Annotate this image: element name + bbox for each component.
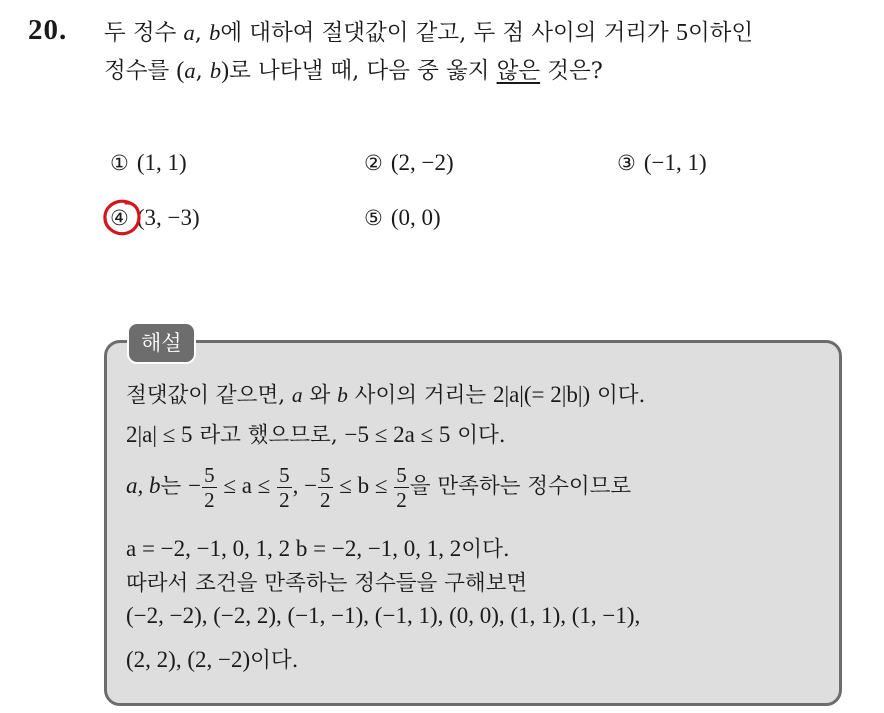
fraction-numerator: 5 <box>396 462 407 487</box>
fraction-denominator: 2 <box>320 487 331 512</box>
solution-line-6 <box>126 603 640 629</box>
choice-value: (0, 0) <box>390 205 441 230</box>
fraction-numerator: 5 <box>320 462 331 487</box>
underlined-word: 않은 <box>496 58 541 84</box>
stem-text: 로 나타낼 때, 다음 중 옳지 <box>229 58 497 84</box>
var-ab: a, b <box>126 473 161 498</box>
stem-text: 정수를 <box>104 58 177 84</box>
fraction-denominator: 2 <box>204 487 215 512</box>
solution-text: 절댓값이 같으면, <box>126 383 292 408</box>
choice-4[interactable] <box>110 205 200 231</box>
solution-text: 을 만족하는 정수이므로 <box>409 474 632 499</box>
stem-text: 두 정수 <box>104 20 184 46</box>
fraction <box>277 463 292 512</box>
math-expression: (−2, −2), (−2, 2), (−1, −1), (−1, 1), (0, 0), (1, 1), (1, −1), <box>126 603 641 628</box>
choice-marker: ① <box>110 151 129 175</box>
comma: , <box>195 58 210 84</box>
math-expression: ≤ a ≤ <box>217 473 277 498</box>
minus-sign: − <box>188 473 202 498</box>
choice-2[interactable] <box>364 150 454 176</box>
stem-line-1 <box>104 14 874 52</box>
number-five: 5 <box>675 20 688 46</box>
paren: ( <box>176 58 185 84</box>
solution-line-7 <box>126 643 298 674</box>
solution-text: 는 <box>160 474 189 499</box>
choice-5[interactable] <box>364 205 441 231</box>
fraction-denominator: 2 <box>279 487 290 512</box>
var-b: b <box>209 20 221 45</box>
solution-text: 이다. <box>250 648 299 673</box>
solution-text: 이다. <box>461 537 510 562</box>
math-expression: (2, 2), (2, −2) <box>126 647 251 672</box>
choice-value: (3, −3) <box>136 205 200 230</box>
choice-value: (2, −2) <box>390 150 454 175</box>
choice-marker: ② <box>364 151 383 175</box>
choice-value: (1, 1) <box>136 150 187 175</box>
solution-line-4 <box>126 532 510 563</box>
math-expression: ≤ b ≤ <box>333 473 394 498</box>
stem-text: 에 대하여 절댓값이 같고, 두 점 사이의 거리가 <box>220 20 676 46</box>
question-stem <box>104 14 874 90</box>
solution-line-2 <box>126 418 506 449</box>
solution-tab-label: 해설 <box>127 322 196 364</box>
solution-text: 이다. <box>590 383 646 408</box>
fraction-denominator: 2 <box>396 487 407 512</box>
fraction <box>318 463 333 512</box>
solution-text: 사이의 거리는 <box>347 383 493 408</box>
solution-text: 와 <box>302 383 338 408</box>
math-expression: −5 ≤ 2a ≤ 5 <box>344 422 451 447</box>
choice-1[interactable] <box>110 150 187 176</box>
choice-marker: ③ <box>617 151 636 175</box>
math-expression: 2|a| ≤ 5 <box>126 422 193 447</box>
math-expression: , − <box>292 473 318 498</box>
solution-line-1 <box>126 378 645 409</box>
math-expression: 2|a|(= 2|b|) <box>492 382 591 407</box>
var-a: a <box>183 20 195 45</box>
fraction-numerator: 5 <box>279 462 290 487</box>
stem-text: 것은? <box>540 58 603 84</box>
choice-value: (−1, 1) <box>643 150 707 175</box>
var-b: b <box>209 58 222 83</box>
var-a: a <box>184 58 196 83</box>
solution-line-5: 따라서 조건을 만족하는 정수들을 구해보면 <box>126 571 528 596</box>
choice-marker: ⑤ <box>364 206 383 230</box>
choice-marker: ④ <box>110 206 129 230</box>
var-a: a <box>291 383 303 407</box>
solution-text: 라고 했으므로, <box>192 423 345 448</box>
solution-line-3 <box>126 458 631 515</box>
fraction-numerator: 5 <box>204 462 215 487</box>
var-b: b <box>337 383 348 407</box>
fraction <box>394 463 409 512</box>
solution-text: 이다. <box>450 423 506 448</box>
paren: ) <box>221 58 230 84</box>
fraction <box>202 463 217 512</box>
comma: , <box>194 20 210 46</box>
choice-3[interactable] <box>617 150 707 176</box>
stem-text: 이하인 <box>687 20 754 46</box>
stem-line-2 <box>104 52 874 90</box>
math-expression: a = −2, −1, 0, 1, 2 b = −2, −1, 0, 1, 2 <box>126 536 462 561</box>
question-number: 20. <box>28 14 68 46</box>
